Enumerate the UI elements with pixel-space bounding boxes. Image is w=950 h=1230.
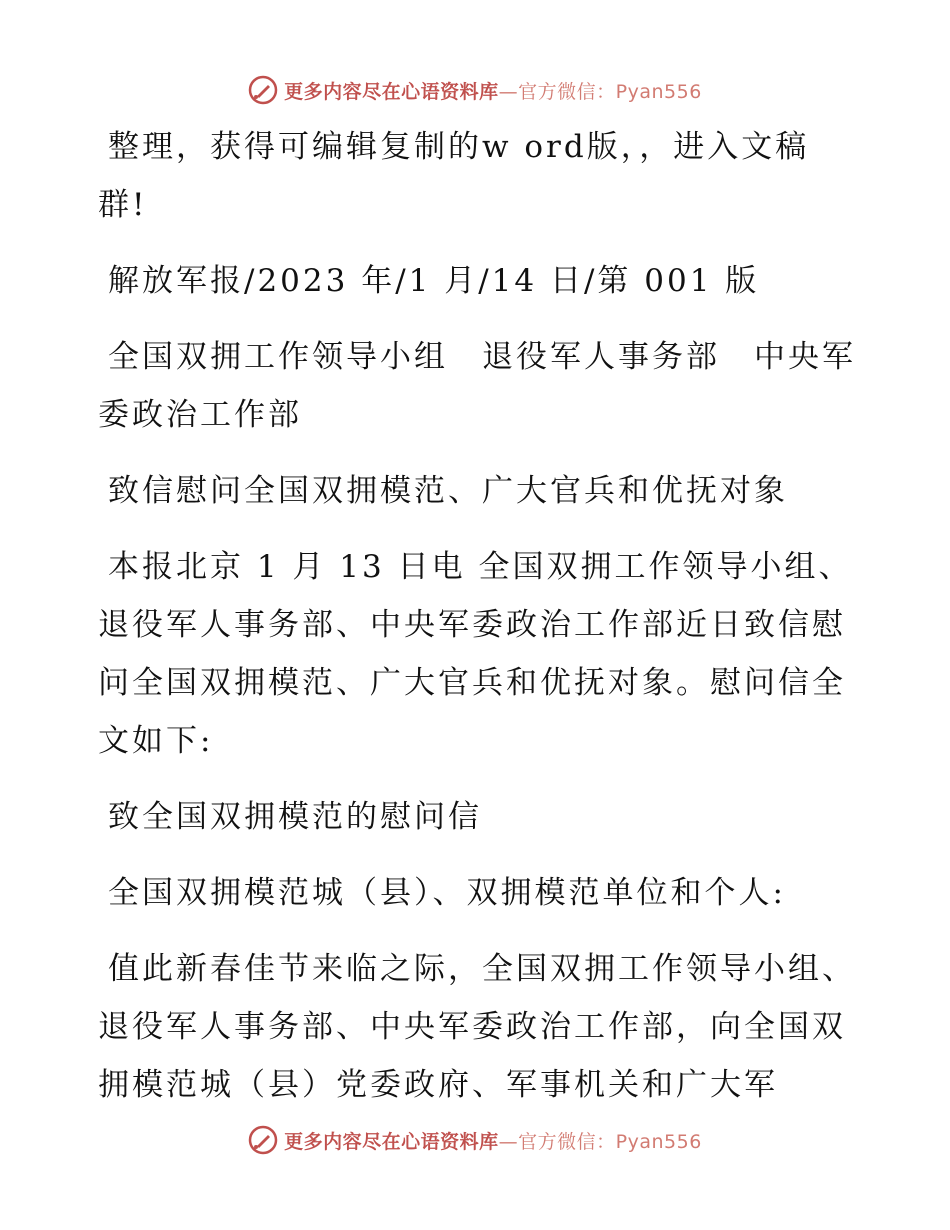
header-watermark [0, 70, 950, 110]
paragraph-letter-title: 致全国双拥模范的慰问信 [108, 799, 482, 835]
paragraph-headline: 致信慰问全国双拥模范、广大官兵和优抚对象 [108, 473, 788, 509]
document-body [98, 118, 858, 1132]
pen-logo-icon [248, 75, 278, 105]
watermark-text: 更多内容尽在心语资料库—官方微信：Pyan556 [284, 1130, 702, 1153]
paragraph-intro: 整理，获得可编辑复制的w ord版，，进入文稿群! [98, 129, 810, 223]
pen-logo-icon [248, 1125, 278, 1155]
paragraph-issuers: 全国双拥工作领导小组 退役军人事务部 中央军委政治工作部 [98, 339, 856, 433]
paragraph-source: 解放军报/2023 年/1 月/14 日/第 001 版 [108, 263, 760, 299]
paragraph-body: 值此新春佳节来临之际，全国双拥工作领导小组、退役军人事务部、中央军委政治工作部，向全国双拥模范城（县）党委政府、军事机关和广大军 [98, 951, 856, 1103]
paragraph-lead: 本报北京 1 月 13 日电 全国双拥工作领导小组、退役军人事务部、中央军委政治工作部近日致信慰问全国双拥模范、广大官兵和优抚对象。慰问信全文如下: [98, 549, 853, 759]
watermark-text: 更多内容尽在心语资料库—官方微信：Pyan556 [284, 80, 702, 103]
footer-watermark [0, 1120, 950, 1160]
paragraph-salutation: 全国双拥模范城（县）、双拥模范单位和个人: [108, 875, 786, 911]
